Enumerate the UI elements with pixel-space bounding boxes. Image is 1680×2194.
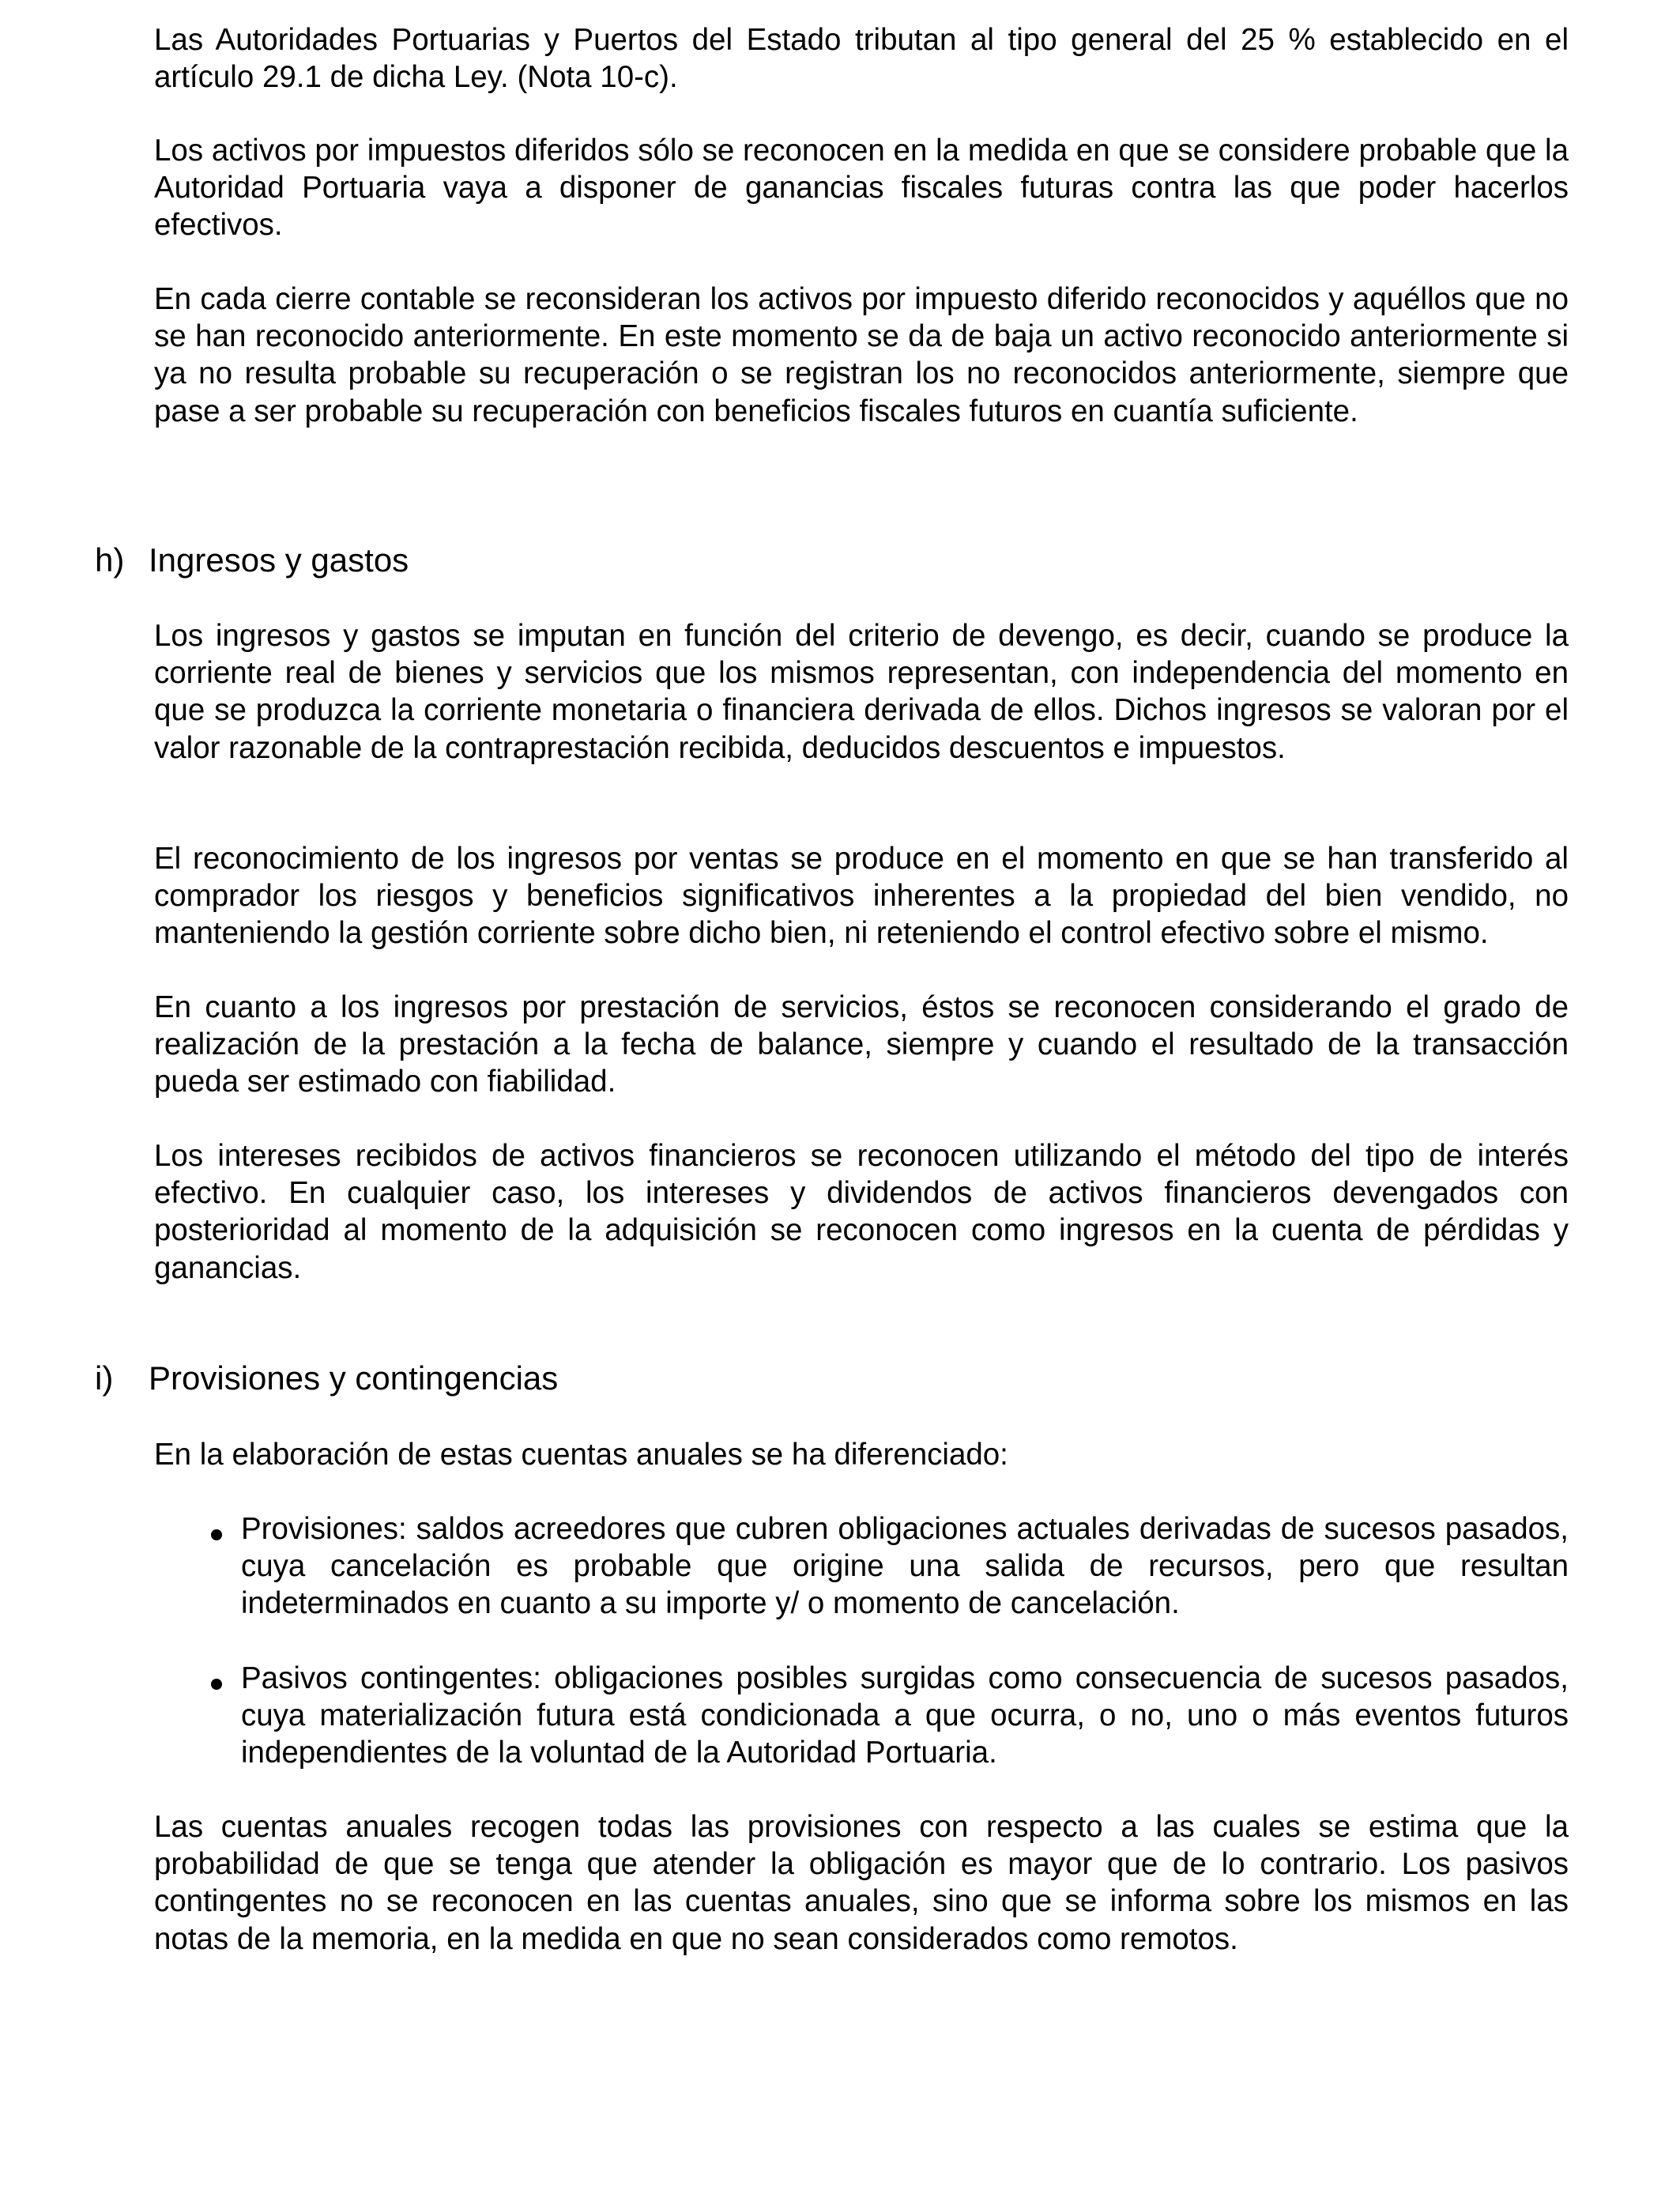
section-title-h: Ingresos y gastos — [149, 541, 409, 579]
paragraph-intro-differentiated: En la elaboración de estas cuentas anuales se ha diferenciado: — [154, 1438, 1008, 1472]
bullet-item-provisiones: Provisiones: saldos acreedores que cubren obligaciones actuales derivadas de sucesos pasados, cuya cancelación es probable que origine una salida de recursos, pero que resultan indeterminados en cuanto a su importe y/ o momento de cancelación. — [241, 1512, 1569, 1621]
paragraph-income-expenses-accrual: Los ingresos y gastos se imputan en función del criterio de devengo, es decir, cuando se produce la corriente real de bienes y servicios que los mismos representan, con independencia del momento en que se produzca la corriente monetaria o financiera derivada de ellos. Dichos ingresos se valoran por el valor razonable de la contraprestación recibida, deducidos descuentos e impuestos. — [154, 619, 1569, 765]
section-letter-i: i) — [95, 1359, 114, 1397]
paragraph-tax-rate: Las Autoridades Portuarias y Puertos del Estado tributan al tipo general del 25 % establecido en el artículo 29.1 de dicha Ley. (Nota 10-c). — [154, 23, 1569, 95]
section-heading-i — [95, 1359, 558, 1398]
paragraph-sales-revenue: El reconocimiento de los ingresos por ventas se produce en el momento en que se han transferido al comprador los riesgos y beneficios significativos inherentes a la propiedad del bien vendido, no manteniendo la gestión corriente sobre dicho bien, ni reteniendo el control efectivo sobre el mismo. — [154, 842, 1569, 951]
paragraph-accounting-close: En cada cierre contable se reconsideran los activos por impuesto diferido reconocidos y aquéllos que no se han reconocido anteriormente. En este momento se da de baja un activo reconocido anteriormente si ya no resulta probable su recuperación o se registran los no reconocidos anteriormente, siempre que pase a ser probable su recuperación con beneficios fiscales futuros en cuantía suficiente. — [154, 282, 1569, 428]
paragraph-deferred-tax-assets: Los activos por impuestos diferidos sólo se reconocen en la medida en que se considere probable que la Autoridad Portuaria vaya a disponer de ganancias fiscales futuras contra las que poder hacerlos efectivos. — [154, 134, 1569, 243]
bullet-item-pasivos-contingentes: Pasivos contingentes: obligaciones posibles surgidas como consecuencia de sucesos pasados, cuya materialización futura está condicionada a que ocurra, o no, uno o más eventos futuros independientes de la voluntad de la Autoridad Portuaria. — [241, 1661, 1569, 1770]
paragraph-services-revenue: En cuanto a los ingresos por prestación de servicios, éstos se reconocen considerando el grado de realización de la prestación a la fecha de balance, siempre y cuando el resultado de la transacción pueda ser estimado con fiabilidad. — [154, 990, 1569, 1099]
section-title-i: Provisiones y contingencias — [149, 1359, 559, 1397]
section-heading-h — [95, 541, 409, 580]
bullet-dot-icon — [211, 1679, 222, 1690]
section-letter-h: h) — [95, 541, 125, 579]
paragraph-annual-accounts-provisions: Las cuentas anuales recogen todas las provisiones con respecto a las cuales se estima que la probabilidad de que se tenga que atender la obligación es mayor que de lo contrario. Los pasivos contingentes no se reconocen en las cuentas anuales, sino que se informa sobre los mismos en las notas de la memoria, en la medida en que no sean considerados como remotos. — [154, 1810, 1569, 1956]
paragraph-interest-received: Los intereses recibidos de activos financieros se reconocen utilizando el método del tipo de interés efectivo. En cualquier caso, los intereses y dividendos de activos financieros devengados con posterioridad al momento de la adquisición se reconocen como ingresos en la cuenta de pérdidas y ganancias. — [154, 1139, 1569, 1285]
bullet-dot-icon — [211, 1529, 222, 1540]
